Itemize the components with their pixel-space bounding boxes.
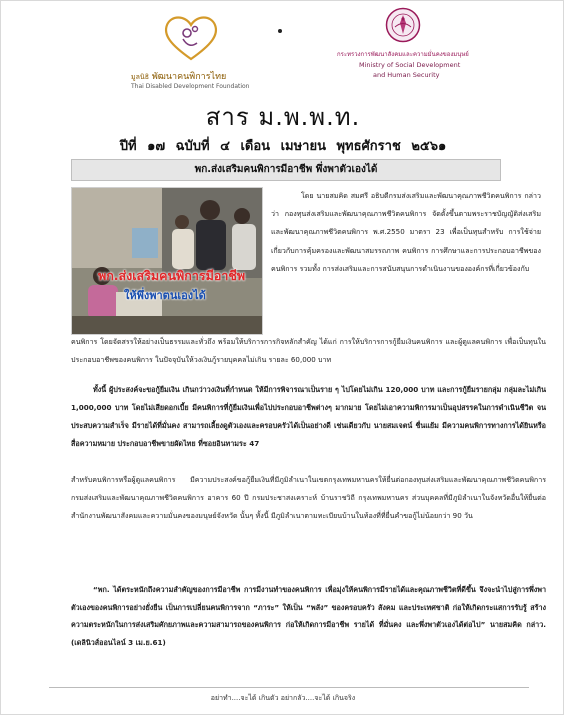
issue-line: ปีที่ ๑๗ ฉบับที่ ๔ เดือน เมษายน พุทธศักราช ๒๕๖๑ — [119, 139, 447, 154]
heart-logo-icon — [161, 13, 221, 63]
photo-caption-1: พก.ส่งเสริมคนพิการมีอาชีพ — [98, 268, 246, 283]
ministry-name-en-line1: Ministry of Social Development — [359, 61, 461, 69]
article-paragraph-2: สำหรับคนพิการหรือผู้ดูแลคนพิการ มีความประสงค์ขอกู้ยืมเงินที่มีภูมิลำเนาในเขตกรุงเทพมหานครให้ยื่นต่อกองทุนส่งเสริมและพัฒนาคุณภาพชีวิตคนพิการ กรมส่งเสริมและพัฒนาคุณภาพชีวิตคนพิการ อาคาร 60 ปี กรมประชาสงเคราะห์ บ้านราชวิถี กรุงเทพมหานคร ส่วนบุคคลที่มีภูมิลำเนาในจังหวัดอื่นให้ยื่นต่อสำนักงานพัฒนาสังคมและความมั่นคงของมนุษย์จังหวัด นั้นๆ ทั้งนี้ มีภูมิลำเนาตามทะเบียนบ้านในท้องที่ที่ยื่นคำขอกู้ไม่น้อยกว่า 90 วัน — [71, 475, 546, 521]
photo-caption-2: ให้พึ่งพาตนเองได้ — [124, 289, 206, 302]
footer-motto: อย่าทำ....จะได้ เกินตัว อย่ากลัว....จะได้ เกินจริง — [210, 694, 356, 702]
foundation-prefix: มูลนิธิ — [131, 73, 149, 81]
article-bold-paragraph-2: “พก. ได้ตระหนักถึงความสำคัญของการมีอาชีพ การมีงานทำของคนพิการ เพื่อมุ่งให้คนพิการมีรายได้และคุณภาพชีวิตที่ดีขึ้น จึงจะนำไปสู่การพึ่งพาตัวเองของคนพิการอย่างยั่งยืน เป็นการเปลี่ยนคนพิการจาก “ภาระ” ให้เป็น “พลัง” ของครอบครัว สังคม และประเทศชาติ ก่อให้เกิดกระแสการรับรู้ สร้างความตระหนักในการส่งเสริมศักยภาพและความสามารถของคนพิการ ก่อให้เกิดการมีอาชีพ รายได้ ที่มั่นคง และพึ่งพาตัวเองได้ต่อไป” นายสมคิด กล่าว.(เดลินิวส์ออนไลน์ 3 เม.ย.61) — [71, 585, 546, 647]
foundation-logo — [131, 13, 250, 93]
footer-divider — [49, 687, 529, 688]
article-intro-continued: คนพิการ โดยจัดสรรให้อย่างเป็นธรรมและทั่วถึง พร้อมให้บริการการกิจหลักสำคัญ ได้แก่ การให้บริการการกู้ยืมเงินคนพิการ และผู้ดูแลคนพิการ เพื่อเป็นทุนในประกอบอาชีพของคนพิการ ในปัจจุบันให้วงเงินกู้รายบุคคลไม่เกิน รายละ 60,000 บาท — [71, 337, 546, 365]
ministry-name-en-line2: and Human Security — [373, 71, 440, 79]
foundation-name-en: Thai Disabled Development Foundation — [131, 83, 250, 90]
ministry-name-th: กระทรวงการพัฒนาสังคมและความมั่นคงของมนุษย์ — [337, 51, 469, 58]
newsletter-title: สาร ม.พ.พ.ท. — [205, 103, 361, 131]
article-headline: พก.ส่งเสริมคนพิการมีอาชีพ พึ่งพาตัวเองได้ — [71, 159, 501, 181]
ministry-seal-icon — [385, 7, 421, 43]
article-photo — [71, 187, 263, 335]
article-bold-paragraph-1: ทั้งนี้ ผู้ประสงค์จะขอกู้ยืมเงิน เกินกว่าวงเงินที่กำหนด ให้มีการพิจารณาเป็นราย ๆ ไปโดยไม่เกิน 120,000 บาท และการกู้ยืมรายกลุ่ม กลุ่มละไม่เกิน 1,000,000 บาท โดยไม่เสียดอกเบี้ย มีคนพิการที่กู้ยืมเงินเพื่อไปประกอบอาชีพต่างๆ มากมาย โดยไม่เอาความพิการมาเป็นอุปสรรคในการดำเนินชีวิต จนประสบความสำเร็จ มีรายได้ที่มั่นคง สามารถเลี้ยงดูตัวเองและครอบครัวได้เป็นอย่างดี เช่นเดียวกับ นายสมเจตน์ ชื่นแย้ม มีความคนพิการทางการได้ยินหรือสื่อความหมาย ประกอบอาชีพขายผัดไทย ที่ซอยอินทามระ 47 — [71, 385, 546, 448]
ministry-logo — [337, 7, 467, 97]
header-dot — [278, 29, 282, 33]
article-intro: โดย นายสมคิด สมศรี อธิบดีกรมส่งเสริมและพัฒนาคุณภาพชีวิตคนพิการ กล่าวว่า กองทุนส่งเสริมและพัฒนาคุณภาพชีวิตคนพิการ จัดตั้งขึ้นตามพระราชบัญญัติส่งเสริมและพัฒนาคุณภาพชีวิตคนพิการ พ.ศ.2550 มาตรา 23 เพื่อเป็นทุนสำหรับ การใช้จ่ายเกี่ยวกับการคุ้มครองและพัฒนาสมรรถภาพ คนพิการ การศึกษาและการประกอบอาชีพของคนพิการ รวมทั้ง การส่งเสริมและการสนับสนุนการดำเนินงานขององค์กรที่เกี่ยวข้องกับ — [271, 191, 541, 273]
foundation-name-th — [131, 69, 251, 83]
photo-illustration — [72, 188, 263, 335]
foundation-name-main: พัฒนาคนพิการไทย — [151, 72, 227, 82]
